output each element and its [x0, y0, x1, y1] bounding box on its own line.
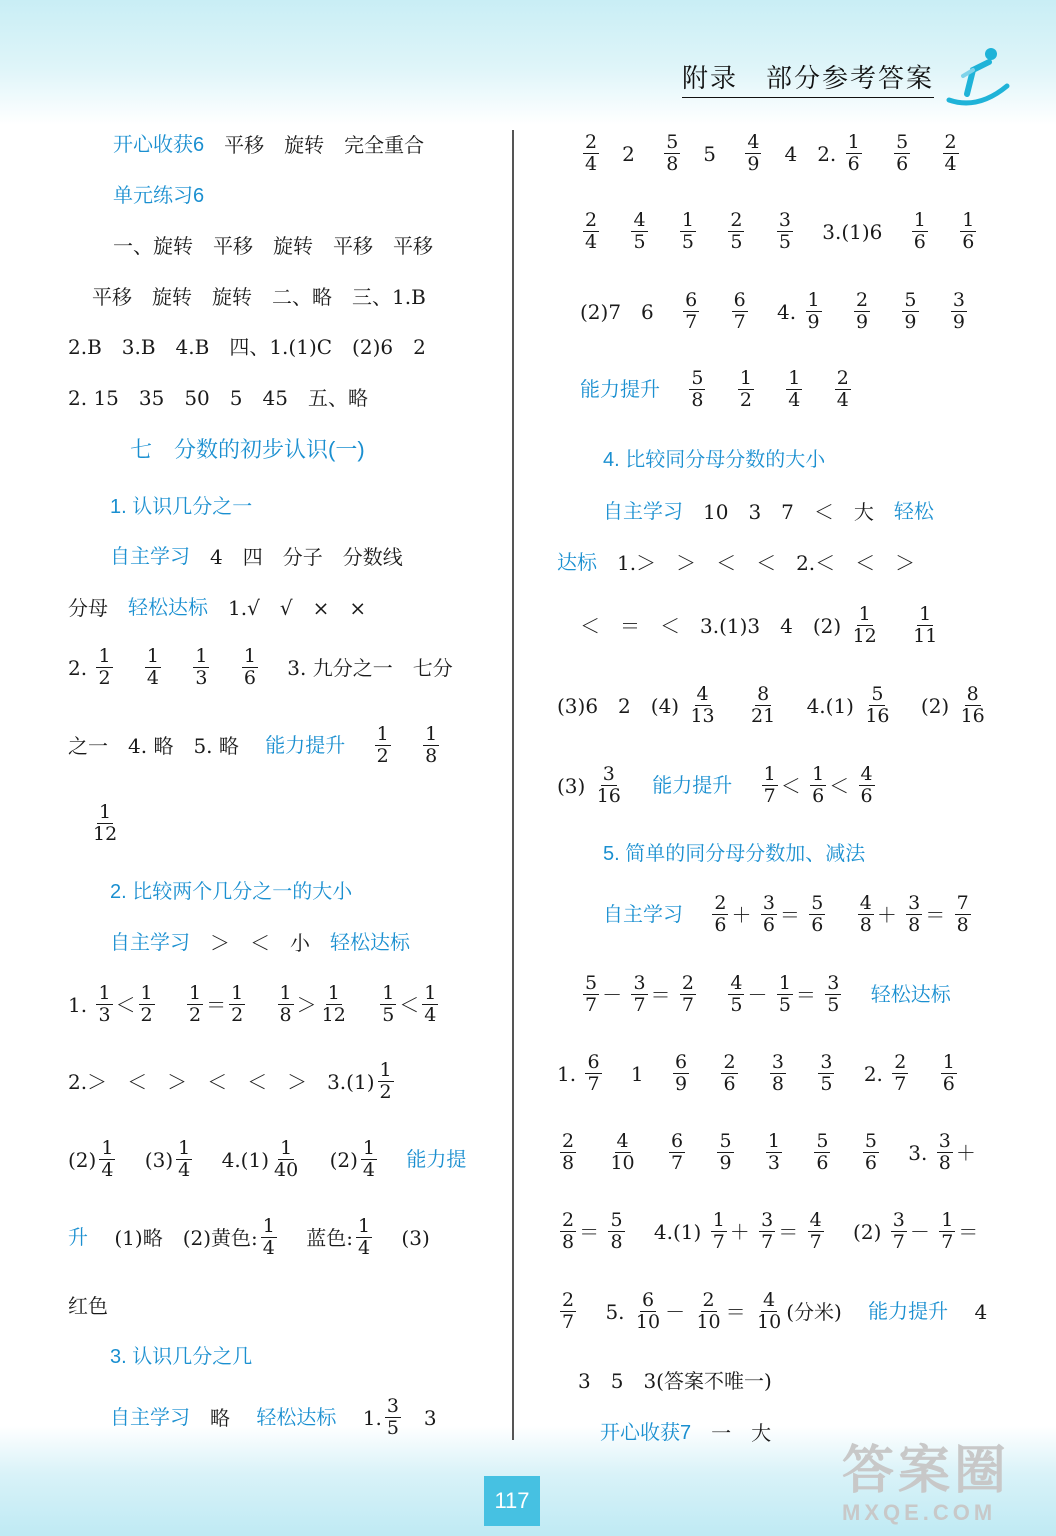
- fraction: $\frac{1}{4}$: [788, 367, 801, 412]
- section-label: 能力提升: [265, 734, 346, 757]
- left-line-11: [88, 802, 122, 846]
- fraction: $\frac{2}{4}$: [944, 131, 957, 176]
- fraction: $\frac{1}{4}$: [146, 645, 159, 690]
- watermark: [842, 1442, 1010, 1526]
- fraction: $\frac{1}{7}$: [763, 763, 776, 808]
- fraction: $\frac{1}{4}$: [424, 982, 437, 1027]
- fraction: $\frac{3}{5}$: [386, 1395, 399, 1440]
- fraction: $\frac{1}{2}$: [379, 1059, 392, 1104]
- right-line-15: $\frac{2}{7}$ 5. $\frac{6}{10}$ － $\frac{2}{10}$ ＝ $\frac{4}{10}$ (分米) 能力提升 4: [562, 1289, 988, 1334]
- fraction: $\frac{2}{4}$: [836, 367, 849, 412]
- fraction: $\frac{1}{9}$: [807, 289, 820, 334]
- fraction: $\frac{1}{6}$: [812, 763, 825, 808]
- fraction: $\frac{3}{7}$: [892, 1209, 905, 1254]
- fraction: $\frac{5}{6}$: [816, 1130, 829, 1175]
- left-line-14: 2.＞ ＜ ＞ ＜ ＜ ＞ 3.(1) $\frac{1}{2}$: [68, 1059, 392, 1104]
- fraction: $\frac{1}{8}$: [425, 723, 438, 768]
- fraction: $\frac{6}{9}$: [675, 1051, 688, 1096]
- section-label: 单元练习6: [113, 184, 205, 207]
- fraction: $\frac{1}{12}$: [93, 801, 118, 846]
- fraction: $\frac{4}{5}$: [633, 209, 646, 254]
- fraction: $\frac{3}{8}$: [938, 1130, 951, 1175]
- fraction: $\frac{2}{5}$: [730, 209, 743, 254]
- fraction: $\frac{3}{8}$: [771, 1051, 784, 1096]
- fraction: $\frac{6}{7}$: [733, 289, 746, 334]
- fraction: $\frac{5}{6}$: [811, 892, 824, 937]
- fraction: $\frac{3}{5}$: [820, 1051, 833, 1096]
- fraction: $\frac{1}{40}$: [274, 1137, 299, 1182]
- fraction: $\frac{1}{2}$: [98, 645, 111, 690]
- left-line-16: 升 (1)略 (2)黄色: $\frac{1}{4}$ 蓝色: $\frac{1}{4}$ (3): [68, 1215, 430, 1260]
- left-line-13: 1. $\frac{1}{3}$ ＜ $\frac{1}{2}$ $\frac{1}{2}$ ＝ $\frac{1}{2}$ $\frac{1}{8}$ ＞ $\frac{1}{12}$ $\frac{1}{5}$ ＜ $\frac{1}{4}$: [68, 982, 437, 1027]
- section-label: 开心收获6: [113, 133, 205, 156]
- right-line-8: (3)6 2 (4) $\frac{4}{13}$ $\frac{8}{21}$ 4.(1) $\frac{5}{16}$ (2) $\frac{8}{16}$: [557, 683, 985, 728]
- section-label: 自主学习: [603, 903, 683, 926]
- fraction: $\frac{1}{6}$: [243, 645, 256, 690]
- section-label: 轻松: [893, 500, 934, 523]
- left-line-1: 开心收获6 平移 旋转 完全重合: [113, 132, 425, 157]
- fraction: $\frac{1}{2}$: [189, 982, 202, 1027]
- fraction: $\frac{4}{9}$: [747, 131, 760, 176]
- fraction: $\frac{1}{6}$: [847, 131, 860, 176]
- right-line-17: 开心收获7 一 大: [600, 1420, 772, 1445]
- fraction: $\frac{1}{6}$: [913, 209, 926, 254]
- fraction: $\frac{1}{7}$: [712, 1209, 725, 1254]
- chapter-title: 七 分数的初步认识(一): [130, 436, 365, 462]
- section-label: 开心收获7: [600, 1421, 692, 1444]
- page-header-title: 附录 部分参考答案: [682, 58, 934, 98]
- fraction: $\frac{2}{9}$: [855, 289, 869, 334]
- fraction: $\frac{3}{8}$: [908, 892, 921, 937]
- section-label: 轻松达标: [256, 1406, 337, 1429]
- fraction: $\frac{2}{7}$: [681, 972, 694, 1017]
- section-title-4: 4. 比较同分母分数的大小: [603, 448, 826, 471]
- right-line-2: $\frac{2}{4}$ $\frac{4}{5}$ $\frac{1}{5}$ $\frac{2}{5}$ $\frac{3}{5}$ 3.(1)6 $\frac{1}{6}$ $\frac{1}{6}$: [585, 209, 975, 254]
- section-label: 能力提升: [580, 378, 660, 401]
- section-title-3: 3. 认识几分之几: [110, 1345, 253, 1368]
- fraction: $\frac{2}{6}$: [723, 1051, 736, 1096]
- fraction: $\frac{3}{6}$: [762, 892, 775, 937]
- fraction: $\frac{5}{8}$: [610, 1209, 623, 1254]
- fraction: $\frac{4}{5}$: [730, 972, 743, 1017]
- fraction: $\frac{7}{8}$: [956, 892, 969, 937]
- fraction: $\frac{1}{5}$: [681, 209, 694, 254]
- right-line-7: ＜ ＝ ＜ 3.(1)3 4 (2) $\frac{1}{12}$ $\frac{1}{11}$: [580, 603, 938, 648]
- fraction: $\frac{6}{7}$: [587, 1051, 600, 1096]
- fraction: $\frac{2}{10}$: [696, 1289, 721, 1334]
- fraction: $\frac{3}{5}$: [778, 209, 791, 254]
- section-label: 轻松达标: [128, 596, 208, 619]
- fraction: $\frac{1}{12}$: [321, 982, 346, 1027]
- left-line-10: 之一 4. 略 5. 略 能力提升 $\frac{1}{2}$ $\frac{1}{8}$: [68, 723, 438, 768]
- fraction: $\frac{1}{4}$: [101, 1137, 114, 1182]
- fraction: $\frac{8}{21}$: [751, 683, 776, 728]
- fraction: $\frac{1}{11}$: [913, 603, 938, 648]
- fraction: $\frac{3}{5}$: [827, 972, 840, 1017]
- right-line-11: $\frac{5}{7}$ － $\frac{3}{7}$ ＝ $\frac{2}{7}$ $\frac{4}{5}$ － $\frac{1}{5}$ ＝ $\frac{3}{5}$ 轻松达标: [585, 972, 951, 1017]
- fraction: $\frac{1}{4}$: [362, 1137, 375, 1182]
- fraction: $\frac{2}{4}$: [585, 131, 598, 176]
- fraction: $\frac{1}{12}$: [852, 603, 877, 648]
- left-line-17: 红色: [68, 1293, 108, 1318]
- fraction: $\frac{3}{7}$: [761, 1209, 774, 1254]
- fraction: $\frac{3}{16}$: [596, 763, 621, 808]
- right-line-5: 自主学习 10 3 7 ＜ 大 轻松: [603, 499, 934, 524]
- fraction: $\frac{1}{4}$: [178, 1137, 191, 1182]
- fraction: $\frac{1}{6}$: [942, 1051, 955, 1096]
- section-label: 自主学习: [603, 500, 683, 523]
- right-line-13: $\frac{2}{8}$ $\frac{4}{10}$ $\frac{6}{7}$ $\frac{5}{9}$ $\frac{1}{3}$ $\frac{5}{6}$ $\frac{5}{6}$ 3. $\frac{3}{8}$ ＋: [562, 1130, 976, 1175]
- fraction: $\frac{1}{4}$: [357, 1215, 371, 1260]
- section-label: 能力提升: [868, 1300, 949, 1323]
- section-label: 自主学习: [110, 545, 190, 568]
- fraction: $\frac{1}{3}$: [195, 645, 208, 690]
- fraction: $\frac{1}{2}$: [739, 367, 752, 412]
- watermark-url: MXQE.COM: [842, 1500, 997, 1525]
- fraction: $\frac{1}{2}$: [140, 982, 153, 1027]
- fraction: $\frac{4}{10}$: [757, 1289, 782, 1334]
- column-divider: [512, 130, 514, 1440]
- fraction: $\frac{3}{9}$: [952, 289, 965, 334]
- fraction: $\frac{1}{2}$: [231, 982, 244, 1027]
- left-line-4: 平移 旋转 旋转 二、略 三、1.B: [92, 284, 426, 309]
- section-label: 自主学习: [110, 1406, 190, 1429]
- fraction: $\frac{5}{7}$: [585, 972, 598, 1017]
- fraction: $\frac{1}{3}$: [98, 982, 111, 1027]
- fraction: $\frac{3}{7}$: [633, 972, 646, 1017]
- section-label: 轻松达标: [870, 983, 951, 1006]
- fraction: $\frac{8}{16}$: [960, 683, 985, 728]
- right-line-3: (2)7 6 $\frac{6}{7}$ $\frac{6}{7}$ 4. $\frac{1}{9}$ $\frac{2}{9}$ $\frac{5}{9}$ $\frac{3}{9}$: [580, 289, 965, 334]
- watermark-logo-text: 答案圈: [842, 1442, 1011, 1500]
- fraction: $\frac{4}{7}$: [809, 1209, 822, 1254]
- fraction: $\frac{5}{6}$: [896, 131, 909, 176]
- left-line-15: (2) $\frac{1}{4}$ (3) $\frac{1}{4}$ 4.(1) $\frac{1}{40}$ (2) $\frac{1}{4}$ 能力提: [68, 1137, 467, 1182]
- left-line-12: 自主学习 ＞ ＜ 小 轻松达标: [110, 930, 410, 955]
- section-title-2: 2. 比较两个几分之一的大小: [110, 880, 353, 903]
- fraction: $\frac{2}{4}$: [585, 209, 598, 254]
- fraction: $\frac{2}{8}$: [562, 1130, 575, 1175]
- fraction: $\frac{2}{7}$: [894, 1051, 907, 1096]
- fraction: $\frac{4}{10}$: [610, 1130, 635, 1175]
- section-label: 轻松达标: [330, 931, 410, 954]
- section-label: 能力提升: [652, 774, 733, 797]
- fraction: $\frac{1}{8}$: [279, 982, 292, 1027]
- section-title-1: 1. 认识几分之一: [110, 495, 253, 518]
- fraction: $\frac{1}{6}$: [962, 209, 975, 254]
- right-line-12: 1. $\frac{6}{7}$ 1 $\frac{6}{9}$ $\frac{2}{6}$ $\frac{3}{8}$ $\frac{3}{5}$ 2. $\frac{2}{7}$ $\frac{1}{6}$: [557, 1051, 955, 1096]
- fraction: $\frac{1}{4}$: [262, 1215, 275, 1260]
- fraction: $\frac{5}{16}$: [865, 683, 890, 728]
- right-line-6: 达标 1.＞ ＞ ＜ ＜ 2.＜ ＜ ＞: [557, 550, 916, 575]
- fraction: $\frac{5}{6}$: [864, 1130, 877, 1175]
- fraction: $\frac{6}{10}$: [635, 1289, 661, 1334]
- page-number: 117: [484, 1476, 540, 1526]
- fraction: $\frac{2}{6}$: [714, 892, 727, 937]
- fraction: $\frac{4}{13}$: [690, 683, 715, 728]
- right-line-4: [580, 368, 854, 412]
- fraction: $\frac{1}{5}$: [382, 982, 395, 1027]
- left-line-8: 分母 轻松达标 1.√ √ × ×: [68, 595, 367, 620]
- fraction: $\frac{5}{8}$: [691, 367, 704, 412]
- section-label: 能力提: [406, 1148, 467, 1171]
- section-label: 升: [68, 1226, 88, 1249]
- fraction: $\frac{6}{7}$: [685, 289, 698, 334]
- left-line-18: 自主学习 略 轻松达标 1. $\frac{3}{5}$ 3: [110, 1395, 437, 1440]
- section-label: 达标: [557, 551, 597, 574]
- left-line-3: 一、旋转 平移 旋转 平移 平移: [113, 233, 433, 258]
- section-label: 自主学习: [110, 931, 190, 954]
- fraction: $\frac{1}{7}$: [941, 1209, 954, 1254]
- skier-logo-icon: [943, 42, 1013, 112]
- fraction: $\frac{5}{8}$: [666, 131, 679, 176]
- fraction: $\frac{5}{9}$: [719, 1130, 732, 1175]
- fraction: $\frac{2}{8}$: [562, 1209, 575, 1254]
- fraction: $\frac{1}{5}$: [778, 972, 791, 1017]
- left-line-7: 自主学习 4 四 分子 分数线: [110, 544, 403, 569]
- fraction: $\frac{5}{9}$: [904, 289, 917, 334]
- right-line-16: 3 5 3(答案不唯一): [578, 1368, 772, 1393]
- right-line-9: (3) $\frac{3}{16}$ 能力提升 $\frac{1}{7}$ ＜ $\frac{1}{6}$ ＜ $\frac{4}{6}$: [557, 763, 873, 808]
- fraction: $\frac{2}{7}$: [562, 1289, 575, 1334]
- left-line-9: 2. $\frac{1}{2}$ $\frac{1}{4}$ $\frac{1}{3}$ $\frac{1}{6}$ 3. 九分之一 七分: [68, 645, 453, 690]
- section-title-5: 5. 简单的同分母分数加、减法: [603, 842, 866, 865]
- left-line-6: 2. 15 35 50 5 45 五、略: [68, 385, 368, 410]
- left-line-2: [113, 184, 204, 206]
- right-line-14: $\frac{2}{8}$ ＝ $\frac{5}{8}$ 4.(1) $\frac{1}{7}$ ＋ $\frac{3}{7}$ ＝ $\frac{4}{7}$ (2) $\frac{3}{7}$ － $\frac{1}{7}$ ＝: [562, 1209, 979, 1254]
- right-line-10: 自主学习 $\frac{2}{6}$ ＋ $\frac{3}{6}$ ＝ $\frac{5}{6}$ $\frac{4}{8}$ ＋ $\frac{3}{8}$ ＝ $\frac{7}{8}$: [603, 892, 969, 937]
- fraction: $\frac{1}{3}$: [767, 1130, 780, 1175]
- fraction: $\frac{4}{8}$: [859, 892, 872, 937]
- right-line-1: $\frac{2}{4}$ 2 $\frac{5}{8}$ 5 $\frac{4}{9}$ 4 2. $\frac{1}{6}$ $\frac{5}{6}$ $\frac{2}{4}$: [585, 131, 957, 176]
- fraction: $\frac{4}{6}$: [860, 763, 873, 808]
- left-line-5: 2.B 3.B 4.B 四、1.(1)C (2)6 2: [68, 334, 426, 359]
- fraction: $\frac{1}{2}$: [376, 723, 389, 768]
- fraction: $\frac{6}{7}$: [671, 1130, 684, 1175]
